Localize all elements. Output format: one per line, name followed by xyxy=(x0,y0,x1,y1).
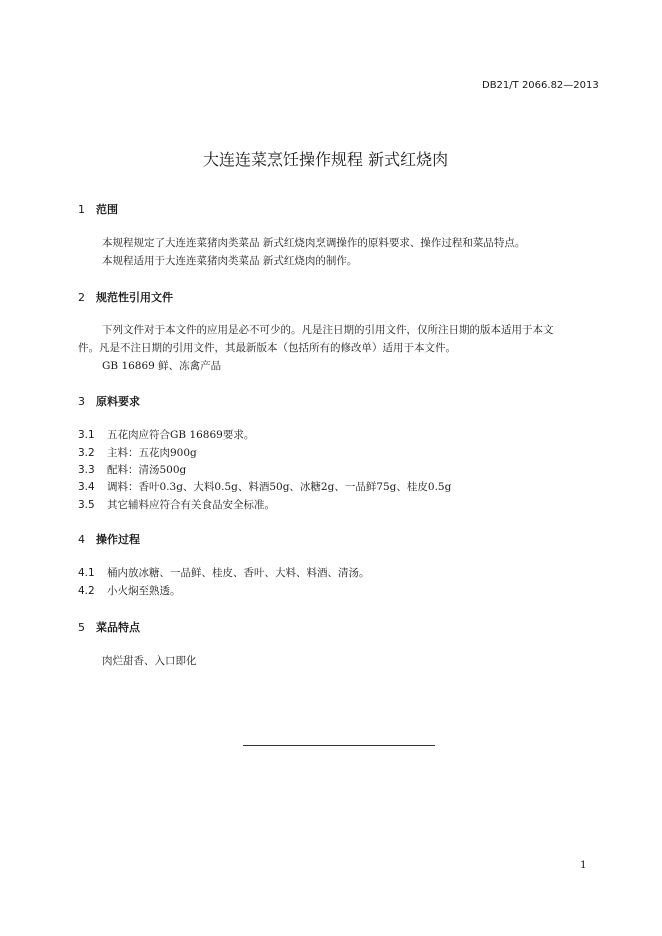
section-heading-scope xyxy=(78,201,118,217)
item-text: 五花肉应符合GB 16869要求。 xyxy=(107,429,255,441)
section-title: 原料要求 xyxy=(96,395,140,408)
list-item xyxy=(78,462,186,477)
section-number: 1 xyxy=(78,203,85,216)
list-item xyxy=(78,479,451,494)
item-number: 3.3 xyxy=(78,464,95,476)
item-number: 3.5 xyxy=(78,499,95,511)
item-text: 其它辅料应符合有关食品安全标准。 xyxy=(107,499,275,511)
list-item xyxy=(78,445,197,460)
section-number: 2 xyxy=(78,291,85,304)
item-number: 3.4 xyxy=(78,481,95,493)
item-number: 4.1 xyxy=(78,567,95,579)
paragraph: 肉烂甜香、入口即化 xyxy=(102,655,197,667)
item-text: 主料：五花肉900g xyxy=(107,447,197,459)
item-number: 3.2 xyxy=(78,447,95,459)
end-rule xyxy=(243,745,435,746)
list-item xyxy=(78,427,254,442)
section-heading-normative-references xyxy=(78,289,173,305)
page-number: 1 xyxy=(580,859,587,871)
paragraph-line: 下列文件对于本文件的应用是必不可少的。凡是注日期的引用文件，仅所注日期的版本适用于本文 xyxy=(102,324,554,336)
item-text: 配料：清汤500g xyxy=(107,464,187,476)
section-number: 3 xyxy=(78,395,85,408)
item-number: 4.2 xyxy=(78,585,95,597)
section-title: 范围 xyxy=(96,203,118,216)
item-text: 调料：香叶0.3g、大料0.5g、料酒50g、冰糖2g、一品鲜75g、桂皮0.5g xyxy=(107,481,452,493)
item-text: 小火焖至熟透。 xyxy=(107,585,181,597)
paragraph: 本规程规定了大连连菜猪肉类菜品 新式红烧肉烹调操作的原料要求、操作过程和菜品特点。 xyxy=(102,237,526,249)
section-title: 操作过程 xyxy=(96,533,140,546)
reference-entry: GB 16869 鲜、冻禽产品 xyxy=(102,360,222,372)
paragraph-line: 件。凡是不注日期的引用文件，其最新版本（包括所有的修改单）适用于本文件。 xyxy=(78,342,456,354)
section-heading-characteristics xyxy=(78,619,140,635)
standard-code: DB21/T 2066.82—2013 xyxy=(482,80,599,91)
section-heading-operation-process xyxy=(78,531,140,547)
paragraph: 本规程适用于大连连菜猪肉类菜品 新式红烧肉的制作。 xyxy=(102,255,358,267)
item-number: 3.1 xyxy=(78,429,95,441)
section-number: 5 xyxy=(78,621,85,634)
list-item xyxy=(78,565,370,580)
section-number: 4 xyxy=(78,533,85,546)
section-heading-materials xyxy=(78,393,140,409)
section-title: 规范性引用文件 xyxy=(96,291,173,304)
list-item xyxy=(78,583,181,598)
section-title: 菜品特点 xyxy=(96,621,140,634)
item-text: 桶内放冰糖、一品鲜、桂皮、香叶、大料、料酒、清汤。 xyxy=(107,567,370,579)
list-item xyxy=(78,497,275,512)
document-title: 大连连菜烹饪操作规程 新式红烧肉 xyxy=(203,150,449,169)
